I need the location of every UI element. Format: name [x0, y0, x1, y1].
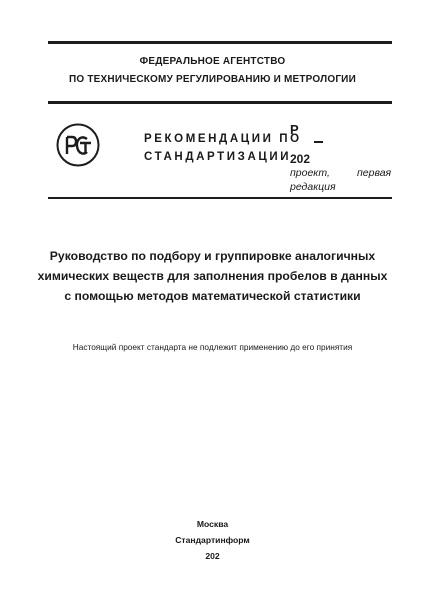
publisher-name: Стандартинформ [175, 535, 250, 545]
designation-year: 202 [290, 152, 311, 166]
designation-rule [48, 197, 392, 199]
draft-status-word-2: первая [357, 167, 392, 179]
publication-year: 202 [205, 551, 220, 561]
applicability-note: Настоящий проект стандарта не подлежит применению до его принятия [72, 342, 353, 352]
agency-name-line-1: ФЕДЕРАЛЬНОЕ АГЕНТСТВО [139, 56, 286, 67]
document-title-line-2: химических веществ для заполнения пробелов в данных [37, 269, 388, 283]
document-title-line-3: с помощью методов математической статистики [64, 289, 361, 303]
designation-letter: Р [290, 122, 299, 137]
header-rule [48, 101, 392, 104]
recommendation-heading-line-1: РЕКОМЕНДАЦИИ ПО [144, 133, 302, 145]
document-title-line-1: Руководство по подбору и группировке аналогичных [49, 249, 376, 263]
draft-status-word-3: редакция [290, 181, 336, 193]
draft-status-word-1: проект, [290, 167, 330, 179]
gost-r-certification-mark-icon [56, 123, 100, 167]
publication-city: Москва [196, 519, 229, 529]
agency-name-line-2: ПО ТЕХНИЧЕСКОМУ РЕГУЛИРОВАНИЮ И МЕТРОЛОГИИ [69, 74, 356, 85]
designation-number-blank [314, 141, 323, 143]
recommendation-heading-line-2: СТАНДАРТИЗАЦИИ [144, 151, 292, 163]
top-rule [48, 41, 392, 44]
